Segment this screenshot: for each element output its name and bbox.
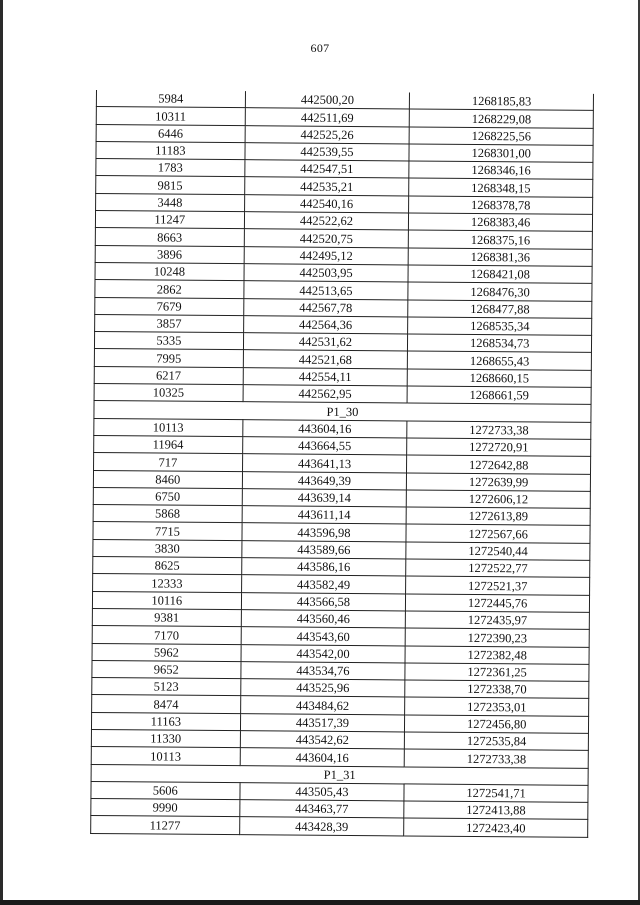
y-coordinate-cell: 1272567,66 bbox=[406, 524, 590, 543]
x-coordinate-cell: 443604,16 bbox=[242, 419, 407, 438]
point-number-cell: 5962 bbox=[92, 643, 241, 661]
y-coordinate-cell: 1268477,88 bbox=[408, 300, 592, 319]
x-coordinate-cell: 443428,39 bbox=[239, 817, 404, 836]
point-number-cell: 7170 bbox=[92, 626, 241, 644]
point-number-cell: 10325 bbox=[94, 384, 243, 402]
x-coordinate-cell: 443534,76 bbox=[241, 661, 406, 680]
point-number-cell: 2862 bbox=[95, 280, 244, 298]
x-coordinate-cell: 443542,62 bbox=[240, 731, 405, 750]
y-coordinate-cell: 1272733,38 bbox=[405, 749, 589, 768]
x-coordinate-cell: 442503,95 bbox=[244, 264, 409, 283]
point-number-cell: 717 bbox=[94, 453, 243, 471]
x-coordinate-cell: 443505,43 bbox=[240, 783, 405, 802]
y-coordinate-cell: 1268378,78 bbox=[409, 196, 593, 215]
page-number: 607 bbox=[310, 41, 330, 55]
x-coordinate-cell: 442562,95 bbox=[243, 385, 408, 404]
point-number-cell: 8460 bbox=[93, 470, 242, 488]
point-number-cell: 6750 bbox=[93, 487, 242, 505]
y-coordinate-cell: 1272423,40 bbox=[404, 818, 588, 837]
x-coordinate-cell: 443639,14 bbox=[242, 488, 407, 507]
y-coordinate-cell: 1268534,73 bbox=[408, 334, 592, 353]
x-coordinate-cell: 442511,69 bbox=[245, 108, 410, 127]
point-number-cell: 11277 bbox=[91, 816, 240, 834]
coordinates-table-body bbox=[91, 90, 594, 837]
x-coordinate-cell: 442539,55 bbox=[245, 143, 410, 162]
x-coordinate-cell: 442547,51 bbox=[244, 160, 409, 179]
x-coordinate-cell: 442531,62 bbox=[243, 333, 408, 352]
point-number-cell: 3857 bbox=[95, 314, 244, 332]
x-coordinate-cell: 443611,14 bbox=[242, 506, 407, 525]
y-coordinate-cell: 1272642,88 bbox=[407, 455, 591, 474]
point-number-cell: 7715 bbox=[93, 522, 242, 540]
y-coordinate-cell: 1268655,43 bbox=[408, 351, 592, 370]
point-number-cell: 5984 bbox=[96, 90, 245, 108]
y-coordinate-cell: 1272639,99 bbox=[407, 472, 591, 491]
y-coordinate-cell: 1272456,80 bbox=[405, 715, 589, 734]
point-number-cell: 8663 bbox=[95, 228, 244, 246]
point-number-cell: 11163 bbox=[91, 712, 240, 730]
scan-border-left bbox=[0, 0, 3, 905]
point-number-cell: 10248 bbox=[95, 262, 244, 280]
x-coordinate-cell: 443566,58 bbox=[241, 592, 406, 611]
x-coordinate-cell: 442564,36 bbox=[243, 316, 408, 335]
x-coordinate-cell: 443525,96 bbox=[240, 679, 405, 698]
x-coordinate-cell: 443484,62 bbox=[240, 696, 405, 715]
x-coordinate-cell: 442500,20 bbox=[245, 91, 410, 109]
y-coordinate-cell: 1268225,56 bbox=[409, 127, 593, 146]
y-coordinate-cell: 1272720,91 bbox=[407, 438, 591, 457]
y-coordinate-cell: 1268476,30 bbox=[408, 282, 592, 301]
point-number-cell: 9990 bbox=[91, 799, 240, 817]
y-coordinate-cell: 1268346,16 bbox=[409, 161, 593, 180]
y-coordinate-cell: 1272521,37 bbox=[406, 576, 590, 595]
point-number-cell: 7995 bbox=[94, 349, 243, 367]
y-coordinate-cell: 1268661,59 bbox=[407, 386, 591, 405]
point-number-cell: 10113 bbox=[94, 418, 243, 436]
point-number-cell: 5868 bbox=[93, 505, 242, 523]
x-coordinate-cell: 442495,12 bbox=[244, 246, 409, 265]
point-number-cell: 5335 bbox=[94, 332, 243, 350]
x-coordinate-cell: 443641,13 bbox=[242, 454, 407, 473]
x-coordinate-cell: 443517,39 bbox=[240, 713, 405, 732]
section-label: P1_31 bbox=[91, 764, 588, 785]
coordinates-table bbox=[90, 90, 594, 838]
point-number-cell: 1783 bbox=[96, 159, 245, 177]
y-coordinate-cell: 1272361,25 bbox=[405, 663, 589, 682]
point-number-cell: 6446 bbox=[96, 124, 245, 142]
point-number-cell: 9652 bbox=[92, 660, 241, 678]
point-number-cell: 8625 bbox=[93, 557, 242, 575]
y-coordinate-cell: 1268535,34 bbox=[408, 317, 592, 336]
y-coordinate-cell: 1268185,83 bbox=[410, 92, 594, 110]
x-coordinate-cell: 443542,00 bbox=[241, 644, 406, 663]
y-coordinate-cell: 1268421,08 bbox=[408, 265, 592, 284]
x-coordinate-cell: 443582,49 bbox=[241, 575, 406, 594]
y-coordinate-cell: 1272382,48 bbox=[405, 645, 589, 664]
y-coordinate-cell: 1272413,88 bbox=[404, 801, 588, 820]
point-number-cell: 3448 bbox=[96, 193, 245, 211]
y-coordinate-cell: 1268348,15 bbox=[409, 178, 593, 197]
point-number-cell: 7679 bbox=[95, 297, 244, 315]
document-sheet bbox=[90, 90, 594, 838]
point-number-cell: 9815 bbox=[96, 176, 245, 194]
point-number-cell: 11183 bbox=[96, 141, 245, 159]
x-coordinate-cell: 442521,68 bbox=[243, 350, 408, 369]
y-coordinate-cell: 1272606,12 bbox=[407, 490, 591, 509]
x-coordinate-cell: 442554,11 bbox=[243, 367, 408, 386]
y-coordinate-cell: 1268301,00 bbox=[409, 144, 593, 163]
x-coordinate-cell: 443543,60 bbox=[241, 627, 406, 646]
point-number-cell: 11330 bbox=[91, 729, 240, 747]
x-coordinate-cell: 443589,66 bbox=[241, 540, 406, 559]
x-coordinate-cell: 442540,16 bbox=[244, 194, 409, 213]
x-coordinate-cell: 442513,65 bbox=[244, 281, 409, 300]
point-number-cell: 3896 bbox=[95, 245, 244, 263]
scan-border-bottom bbox=[0, 900, 640, 905]
point-number-cell: 11964 bbox=[94, 435, 243, 453]
y-coordinate-cell: 1272390,23 bbox=[405, 628, 589, 647]
x-coordinate-cell: 443463,77 bbox=[239, 800, 404, 819]
x-coordinate-cell: 442525,26 bbox=[245, 125, 410, 144]
x-coordinate-cell: 442535,21 bbox=[244, 177, 409, 196]
point-number-cell: 8474 bbox=[92, 695, 241, 713]
y-coordinate-cell: 1272522,77 bbox=[406, 559, 590, 578]
x-coordinate-cell: 442567,78 bbox=[243, 298, 408, 317]
point-number-cell: 11247 bbox=[95, 211, 244, 229]
y-coordinate-cell: 1268660,15 bbox=[408, 369, 592, 388]
section-label: P1_30 bbox=[94, 401, 591, 422]
point-number-cell: 10113 bbox=[91, 747, 240, 765]
point-number-cell: 6217 bbox=[94, 366, 243, 384]
y-coordinate-cell: 1272445,76 bbox=[406, 594, 590, 613]
point-number-cell: 5606 bbox=[91, 781, 240, 799]
y-coordinate-cell: 1268375,16 bbox=[409, 230, 593, 249]
point-number-cell: 5123 bbox=[92, 678, 241, 696]
y-coordinate-cell: 1268383,46 bbox=[409, 213, 593, 232]
y-coordinate-cell: 1268381,36 bbox=[408, 248, 592, 267]
point-number-cell: 10311 bbox=[96, 107, 245, 125]
x-coordinate-cell: 443586,16 bbox=[241, 558, 406, 577]
y-coordinate-cell: 1272541,71 bbox=[404, 784, 588, 803]
y-coordinate-cell: 1272353,01 bbox=[405, 697, 589, 716]
x-coordinate-cell: 443560,46 bbox=[241, 610, 406, 629]
point-number-cell: 3830 bbox=[93, 539, 242, 557]
point-number-cell: 9381 bbox=[92, 608, 241, 626]
y-coordinate-cell: 1272435,97 bbox=[406, 611, 590, 630]
y-coordinate-cell: 1268229,08 bbox=[410, 109, 594, 128]
y-coordinate-cell: 1272613,89 bbox=[406, 507, 590, 526]
y-coordinate-cell: 1272733,38 bbox=[407, 421, 591, 440]
table-row bbox=[91, 816, 588, 837]
y-coordinate-cell: 1272535,84 bbox=[405, 732, 589, 751]
x-coordinate-cell: 443664,55 bbox=[242, 437, 407, 456]
x-coordinate-cell: 442522,62 bbox=[244, 212, 409, 231]
point-number-cell: 10116 bbox=[92, 591, 241, 609]
x-coordinate-cell: 443649,39 bbox=[242, 471, 407, 490]
x-coordinate-cell: 443604,16 bbox=[240, 748, 405, 767]
x-coordinate-cell: 443596,98 bbox=[242, 523, 407, 542]
y-coordinate-cell: 1272338,70 bbox=[405, 680, 589, 699]
point-number-cell: 12333 bbox=[93, 574, 242, 592]
y-coordinate-cell: 1272540,44 bbox=[406, 542, 590, 561]
x-coordinate-cell: 442520,75 bbox=[244, 229, 409, 248]
